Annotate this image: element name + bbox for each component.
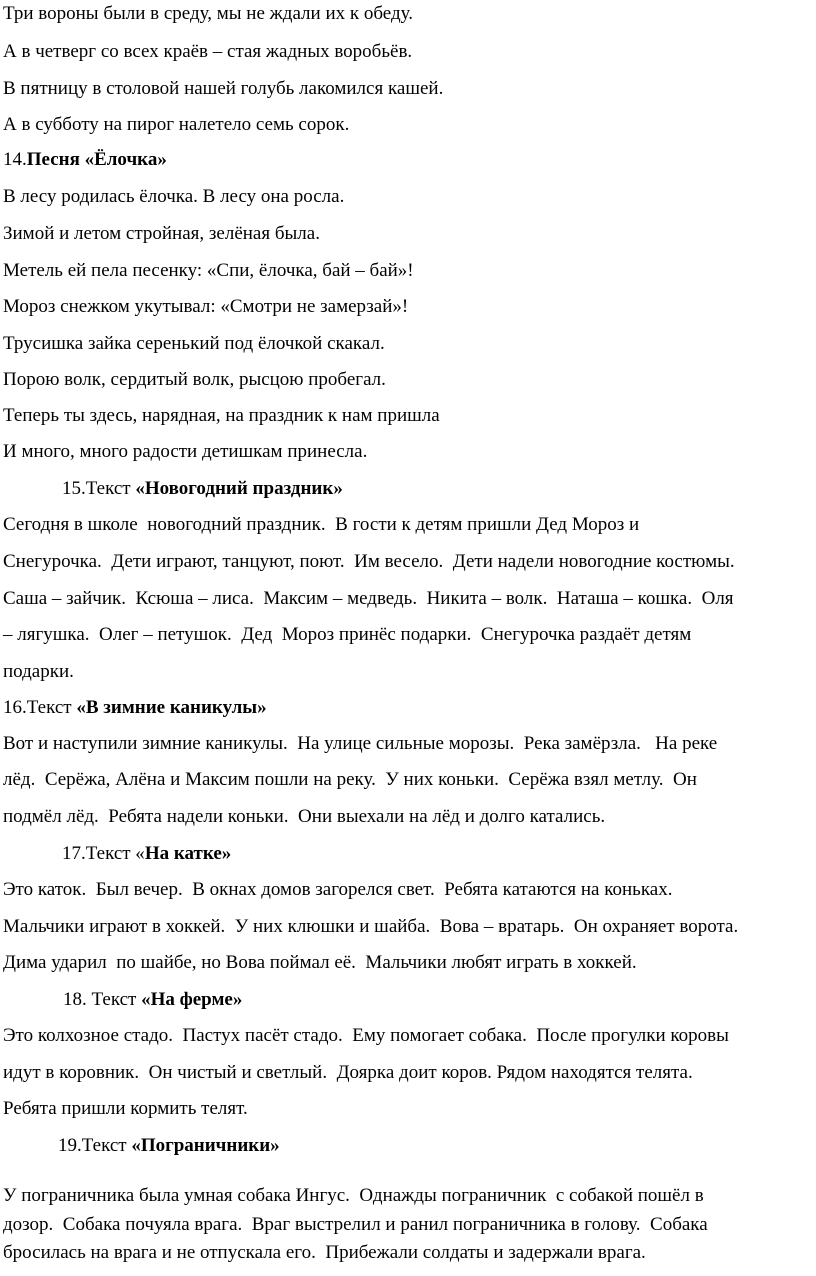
paragraph-line: подарки. bbox=[3, 661, 74, 682]
section-title: «В зимние каникулы» bbox=[76, 697, 267, 718]
paragraph-line: Саша – зайчик. Ксюша – лиса. Максим – медведь. Никита – волк. Наташа – кошка. Оля bbox=[3, 588, 734, 609]
song-line: Теперь ты здесь, нарядная, на праздник к нам пришла bbox=[3, 405, 440, 426]
paragraph-line: Дима ударил по шайбе, но Вова поймал её. Мальчики любят играть в хоккей. bbox=[3, 952, 637, 973]
section-14-heading bbox=[3, 148, 167, 172]
song-line: Зимой и летом стройная, зелёная была. bbox=[3, 223, 320, 244]
poem-line: Три вороны были в среду, мы не ждали их к обеду. bbox=[3, 3, 413, 24]
song-line: В лесу родилась ёлочка. В лесу она росла. bbox=[3, 186, 345, 207]
paragraph-line: У пограничника была умная собака Ингус. Однажды пограничник с собакой пошёл в bbox=[3, 1185, 704, 1206]
paragraph-line: Ребята пришли кормить телят. bbox=[3, 1098, 248, 1119]
paragraph-line: подмёл лёд. Ребята надели коньки. Они выехали на лёд и долго катались. bbox=[3, 806, 606, 827]
section-prefix: 18. Текст bbox=[63, 989, 142, 1010]
section-prefix: 15.Текст bbox=[62, 478, 136, 499]
poem-line: А в субботу на пирог налетело семь сорок. bbox=[3, 114, 350, 135]
section-title: «Пограничники» bbox=[131, 1135, 280, 1156]
section-prefix: 16.Текст bbox=[3, 697, 77, 718]
paragraph-line: Вот и наступили зимние каникулы. На улице сильные морозы. Река замёрзла. На реке bbox=[3, 733, 718, 754]
song-line: Порою волк, сердитый волк, рысцою пробегал. bbox=[3, 369, 386, 390]
section-19-heading bbox=[58, 1134, 280, 1158]
section-16-heading bbox=[3, 696, 267, 720]
paragraph-line: дозор. Собака почуяла врага. Враг выстрелил и ранил пограничника в голову. Собака bbox=[3, 1214, 708, 1235]
paragraph-line: Снегурочка. Дети играют, танцуют, поют. Им весело. Дети надели новогодние костюмы. bbox=[3, 551, 735, 572]
song-line: Метель ей пела песенку: «Спи, ёлочка, бай – бай»! bbox=[3, 260, 414, 281]
paragraph-line: Мальчики играют в хоккей. У них клюшки и шайба. Вова – вратарь. Он охраняет ворота. bbox=[3, 916, 739, 937]
song-line: И много, много радости детишкам принесла. bbox=[3, 441, 368, 462]
section-title: Песня «Ёлочка» bbox=[26, 149, 167, 170]
section-title: «На ферме» bbox=[141, 989, 243, 1010]
paragraph-line: бросилась на врага и не отпускала его. Прибежали солдаты и задержали врага. bbox=[3, 1242, 646, 1263]
section-title: На катке» bbox=[144, 843, 232, 864]
poem-line: А в четверг со всех краёв – стая жадных воробьёв. bbox=[3, 41, 413, 62]
section-prefix: 19.Текст bbox=[58, 1135, 132, 1156]
paragraph-line: Это колхозное стадо. Пастух пасёт стадо. Ему помогает собака. После прогулки коровы bbox=[3, 1025, 729, 1046]
section-prefix: 17.Текст « bbox=[62, 843, 145, 864]
section-number: 14. bbox=[3, 149, 27, 170]
section-18-heading bbox=[63, 988, 242, 1012]
song-line: Мороз снежком укутывал: «Смотри не замерзай»! bbox=[3, 296, 409, 317]
poem-line: В пятницу в столовой нашей голубь лакомился кашей. bbox=[3, 78, 444, 99]
paragraph-line: Сегодня в школе новогодний праздник. В гости к детям пришли Дед Мороз и bbox=[3, 514, 640, 535]
paragraph-line: – лягушка. Олег – петушок. Дед Мороз принёс подарки. Снегурочка раздаёт детям bbox=[3, 624, 692, 645]
section-17-heading bbox=[62, 842, 231, 866]
paragraph-line: идут в коровник. Он чистый и светлый. Доярка доит коров. Рядом находятся телята. bbox=[3, 1062, 693, 1083]
paragraph-line: лёд. Серёжа, Алёна и Максим пошли на реку. У них коньки. Серёжа взял метлу. Он bbox=[3, 769, 697, 790]
song-line: Трусишка зайка серенький под ёлочкой скакал. bbox=[3, 333, 385, 354]
paragraph-line: Это каток. Был вечер. В окнах домов загорелся свет. Ребята катаются на коньках. bbox=[3, 879, 673, 900]
section-title: «Новогодний праздник» bbox=[135, 478, 343, 499]
section-15-heading bbox=[62, 477, 343, 501]
